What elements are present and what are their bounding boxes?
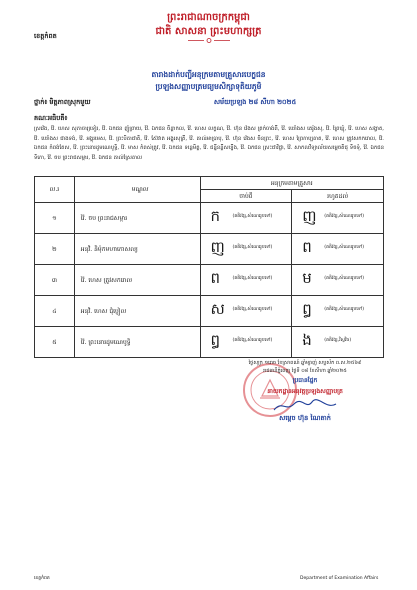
row-number: ៥ bbox=[35, 327, 75, 358]
signature-icon bbox=[272, 398, 338, 414]
to-note: (គតិវង្ស,សំណេររូបទៅ) bbox=[324, 276, 365, 281]
exam-date: សម័យប្រឡង ២៨ សីហា ២០២៥ bbox=[213, 98, 297, 106]
row-to bbox=[292, 203, 384, 234]
attendees-label: គណៈអធិបតី៖ bbox=[34, 114, 68, 122]
row-to bbox=[292, 296, 384, 327]
to-letter: ម bbox=[302, 269, 312, 287]
signer-role: ប្រធានផ្នែក bbox=[292, 377, 318, 384]
solar-date: រាជធានីភ្នំពេញ ថ្ងៃទី ០៨ ខែសីហា ឆ្នាំ២០២៥ bbox=[263, 368, 347, 374]
from-letter: ញ bbox=[210, 238, 225, 256]
row-number: ១ bbox=[35, 203, 75, 234]
row-from bbox=[200, 327, 292, 358]
motto-heading: ជាតិ សាសនា ព្រះមហាក្សត្រ bbox=[155, 26, 262, 37]
signer-name: សម្ដេច ហ៊ុន ណៃតាក់ bbox=[279, 414, 331, 422]
row-from bbox=[200, 234, 292, 265]
from-letter: ស bbox=[210, 300, 225, 318]
from-note: (គតិវង្ស,សំណេររូបទៅ) bbox=[232, 276, 273, 281]
row-party: អនុវិ. ហេស ជុំប្ញៀល bbox=[74, 296, 200, 327]
row-from bbox=[200, 296, 292, 327]
class-label: ថ្នាក់៖ មិត្តភាពស្រុកមួយ bbox=[34, 98, 91, 106]
to-letter: ឰ bbox=[302, 300, 312, 318]
header-party: មណ្ឌល bbox=[74, 177, 200, 203]
row-party: វ៉ៃ. ចប ព្រះរាជសម្ការ bbox=[74, 203, 200, 234]
row-to bbox=[292, 327, 384, 358]
table-header-row bbox=[35, 177, 384, 190]
from-note: (គតិវង្ស,សំណេររូបទៅ) bbox=[232, 214, 273, 219]
from-note: (គតិវង្ស,សំណេររូបទៅ) bbox=[232, 338, 273, 343]
row-to bbox=[292, 265, 384, 296]
header-group: អនុក្រមតាមគ្រួសារ bbox=[200, 177, 383, 190]
header-from: ចាប់ពី bbox=[200, 190, 292, 203]
from-note: (គតិវង្ស,សំណេររូបទៅ) bbox=[232, 307, 273, 312]
header-no: ល.រ bbox=[35, 177, 75, 203]
table-row bbox=[35, 327, 384, 358]
lunar-date: ថ្ងៃសុក្រ ១រោច ខែស្រាពណ៍ ឆ្នាំម្សាញ់ សប្តស័ក ព.ស.២៥៦៩ bbox=[248, 360, 362, 366]
to-letter: ង bbox=[302, 331, 312, 349]
from-letter: ព bbox=[210, 269, 221, 287]
ornament-divider-icon bbox=[188, 38, 230, 43]
row-party: អនុវិ. និម៉ុកមហាកោសល្យ bbox=[74, 234, 200, 265]
assignment-table bbox=[34, 176, 384, 358]
row-to bbox=[292, 234, 384, 265]
attendees-paragraph: ស្រវ៉េង, វ៉ៃ. ហេស សុភាចារ្យទៀរ, វ៉ៃ. ឯកជន ញ៉ូព្រាយ, វ៉ៃ. ឯកជន ចិន្តាកល, វ៉ៃ. ហេស លក្ខណ, វ៉ៃ. ហ៊ុន វ៉េងស ត្រក់ចាង់ពី, វ៉ៃ. បេរាំងស គេរ៉ូងសុ, វ៉ៃ. ព្រៃឃ្មុំ, វ៉ៃ. ហេស សង្វាត, វ៉ៃ. បេរាំងស ជាងទង់, វ៉ៃ. អង្គុរមេស, វ៉ៃ. ព្រះបិតាជាតិ, វ៉ៃ. ស៊ែវាត អង្គុរសុគ្រី, វ៉ៃ. គាល់អាប្រាបុ, វ៉ៃ. ហ៊ុន វ៉េងស ចិនព្រះ, វ៉ៃ. ហេស ព្រៃកាប្បតាត, វ៉ៃ. ហេស ត្រូវសកករោល, វ៉ៃ. ឯកជន កំពង់តែស, វ៉ៃ. ព្រះនោរដូមណេបូទ្ធិ, វ៉ៃ. មាស កំពស់ត្រូវ, វ៉ៃ. ឯកជន ទន្លេមិត្ត, វ៉ៃ. ជន្នីនន្តីសប្បីង, វ៉ៃ. ឯកជន ស្រះជាវិជ្ជា, វ៉ៃ. សាកលវិទ្យាល័យសម្ដេចតិជុ ទិចទុំ, វ៉ៃ. ឯកជន ទិកោ, វ៉ៃ. ចប ព្រះរាជសម្ការ, វ៉ៃ. ឯកជន គាល់ស្រែគាល bbox=[34, 126, 384, 161]
from-letter: ឰ bbox=[210, 331, 221, 349]
kingdom-heading: ព្រះរាជាណាចក្រកម្ពុជា bbox=[167, 12, 250, 23]
table-row bbox=[35, 296, 384, 327]
signer-department: នាយកដ្ឋានអនុវត្តប្រឡងសញ្ញាបត្រ bbox=[267, 388, 343, 395]
row-from bbox=[200, 203, 292, 234]
to-note: (គតិវង្ស,វិស្វវិធ) bbox=[324, 338, 352, 343]
to-note: (គតិវង្ស,សំណេររូបទៅ) bbox=[324, 307, 365, 312]
table-row bbox=[35, 265, 384, 296]
footer-province: ខេត្តកំពត bbox=[34, 576, 50, 581]
row-number: ២ bbox=[35, 234, 75, 265]
table-row bbox=[35, 234, 384, 265]
row-party: វ៉ៃ. ព្រះនោរដូមណេបូទ្ធិ bbox=[74, 327, 200, 358]
from-note: (គតិវង្ស,សំណេររូបទៅ) bbox=[232, 245, 273, 250]
document-subtitle: ប្រឡងសញ្ញាបត្រមធ្យមសិក្សាទុតិយភូមិ bbox=[155, 82, 262, 91]
to-note: (គតិវង្ស,សំណេររូបទៅ) bbox=[324, 214, 365, 219]
footer-department: Department of Examination Affairs bbox=[300, 576, 379, 581]
document-title: តារាងដាក់បញ្ជីអនុក្រមតាមគ្រួសារបេក្ខជន bbox=[151, 70, 266, 79]
to-letter: ព bbox=[302, 238, 312, 256]
row-from bbox=[200, 265, 292, 296]
from-letter: ក bbox=[210, 207, 221, 225]
to-letter: ញ bbox=[302, 207, 317, 225]
province-label: ខេត្តកំពត bbox=[34, 32, 57, 40]
row-party: វ៉ៃ. ហេស ត្រូវសករោល bbox=[74, 265, 200, 296]
table-row bbox=[35, 203, 384, 234]
row-number: ៤ bbox=[35, 296, 75, 327]
row-number: ៣ bbox=[35, 265, 75, 296]
to-note: (គតិវង្ស,សំណេររូបទៅ) bbox=[324, 245, 365, 250]
header-to: រហូតដល់ bbox=[292, 190, 384, 203]
